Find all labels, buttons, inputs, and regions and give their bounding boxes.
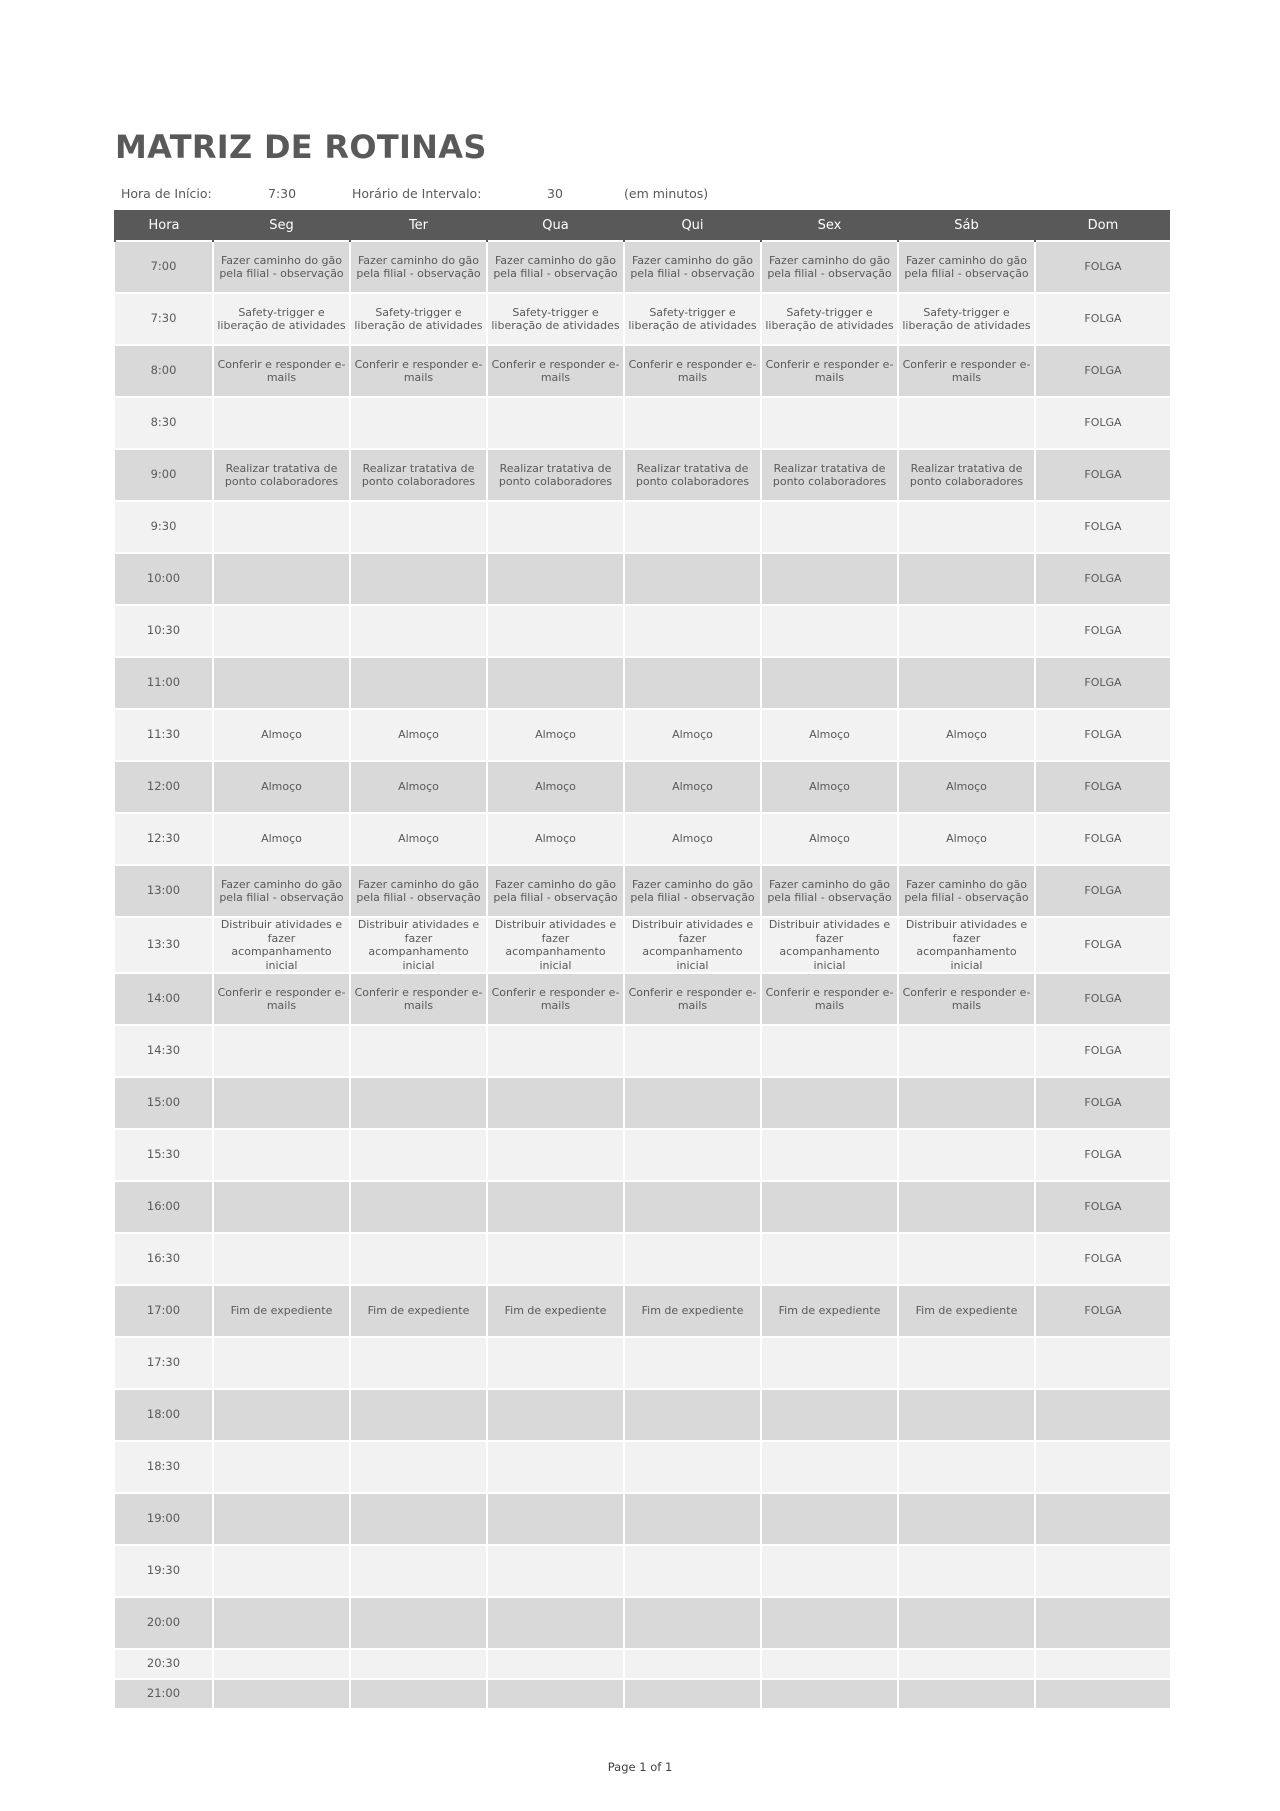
table-row [115,917,1170,973]
routine-cell-wed [487,553,624,605]
routine-cell-fri [761,1025,898,1077]
routine-cell-mon [213,1077,350,1129]
routine-cell-tue [350,1389,487,1441]
routine-cell-wed [487,1679,624,1708]
routine-cell-fri: Distribuir atividades e fazer acompanhamento inicial [761,917,898,973]
routine-cell-wed [487,1077,624,1129]
routine-cell-thu: Almoço [624,709,761,761]
hour-cell: 15:30 [115,1129,213,1181]
routine-cell-mon [213,1679,350,1708]
routine-cell-thu [624,1337,761,1389]
routine-cell-thu: Fazer caminho do gão pela filial - observação [624,241,761,293]
routine-cell-thu [624,501,761,553]
routine-cell-wed: Conferir e responder e-mails [487,973,624,1025]
routine-cell-tue [350,1597,487,1649]
routine-cell-tue [350,501,487,553]
routine-cell-sun [1035,1545,1170,1597]
table-row [115,605,1170,657]
routine-cell-fri [761,397,898,449]
routine-cell-wed [487,1181,624,1233]
matrix-body [115,241,1170,1708]
routine-cell-tue [350,1337,487,1389]
table-row [115,709,1170,761]
routine-cell-mon [213,1389,350,1441]
routine-cell-fri [761,1337,898,1389]
routine-cell-wed [487,1649,624,1679]
routine-cell-fri [761,1129,898,1181]
routine-cell-sun [1035,1597,1170,1649]
routine-cell-mon: Fazer caminho do gão pela filial - observação [213,241,350,293]
routine-cell-sun: FOLGA [1035,241,1170,293]
hour-cell: 8:00 [115,345,213,397]
routine-cell-sun: FOLGA [1035,657,1170,709]
routine-cell-thu: Safety-trigger e liberação de atividades [624,293,761,345]
table-row [115,1337,1170,1389]
page-footer: Page 1 of 1 [607,1760,673,1774]
routine-cell-mon [213,1129,350,1181]
routine-cell-wed: Distribuir atividades e fazer acompanhamento inicial [487,917,624,973]
routine-cell-wed [487,1441,624,1493]
routine-cell-sat [898,657,1035,709]
interval-value: 30 [547,186,563,201]
routine-cell-fri [761,1597,898,1649]
routine-cell-sun: FOLGA [1035,973,1170,1025]
routine-cell-fri [761,1389,898,1441]
routine-cell-wed: Almoço [487,709,624,761]
routine-cell-sat [898,397,1035,449]
routine-cell-thu [624,1389,761,1441]
routine-cell-thu: Almoço [624,761,761,813]
table-row [115,657,1170,709]
routine-cell-sun: FOLGA [1035,397,1170,449]
routine-cell-sat: Realizar tratativa de ponto colaboradores [898,449,1035,501]
routine-cell-thu [624,1679,761,1708]
routine-cell-tue [350,605,487,657]
routine-cell-mon: Almoço [213,761,350,813]
page-title: MATRIZ DE ROTINAS [115,128,487,166]
header-sun: Dom [1035,210,1170,241]
routine-cell-tue [350,1233,487,1285]
routine-cell-fri [761,1181,898,1233]
header-fri: Sex [761,210,898,241]
routine-cell-mon: Fim de expediente [213,1285,350,1337]
routine-cell-thu: Conferir e responder e-mails [624,973,761,1025]
routine-cell-mon [213,501,350,553]
table-row [115,813,1170,865]
interval-label: Horário de Intervalo: [352,186,482,201]
routine-cell-mon: Realizar tratativa de ponto colaboradores [213,449,350,501]
routine-cell-mon: Distribuir atividades e fazer acompanhamento inicial [213,917,350,973]
table-row [115,345,1170,397]
routine-cell-thu [624,553,761,605]
routine-cell-mon [213,1649,350,1679]
routine-cell-wed: Fazer caminho do gão pela filial - observação [487,241,624,293]
hour-cell: 18:30 [115,1441,213,1493]
routine-cell-wed: Almoço [487,813,624,865]
routine-cell-sun: FOLGA [1035,1181,1170,1233]
routine-cell-wed: Safety-trigger e liberação de atividades [487,293,624,345]
routine-cell-wed [487,1129,624,1181]
routine-cell-wed [487,1337,624,1389]
routine-cell-mon [213,1545,350,1597]
routine-cell-sun: FOLGA [1035,917,1170,973]
routine-cell-fri: Safety-trigger e liberação de atividades [761,293,898,345]
table-row [115,1679,1170,1708]
routine-cell-sat [898,1649,1035,1679]
routine-cell-sat [898,605,1035,657]
hour-cell: 7:30 [115,293,213,345]
routine-cell-tue [350,553,487,605]
routine-cell-thu [624,1545,761,1597]
routine-cell-mon: Conferir e responder e-mails [213,973,350,1025]
table-row [115,553,1170,605]
routine-cell-tue: Fim de expediente [350,1285,487,1337]
routine-cell-fri: Fazer caminho do gão pela filial - observação [761,241,898,293]
routine-cell-fri [761,1679,898,1708]
routine-cell-tue [350,1493,487,1545]
hour-cell: 14:30 [115,1025,213,1077]
routine-cell-fri: Almoço [761,709,898,761]
routine-cell-wed [487,1233,624,1285]
table-row [115,1233,1170,1285]
hour-cell: 15:00 [115,1077,213,1129]
table-row [115,1077,1170,1129]
routine-cell-thu: Fim de expediente [624,1285,761,1337]
routine-cell-mon [213,1493,350,1545]
hour-cell: 19:00 [115,1493,213,1545]
hour-cell: 21:00 [115,1679,213,1708]
routine-cell-mon [213,1025,350,1077]
routine-cell-fri [761,1441,898,1493]
routine-cell-tue: Distribuir atividades e fazer acompanhamento inicial [350,917,487,973]
routine-cell-sun: FOLGA [1035,1129,1170,1181]
routine-cell-mon [213,1337,350,1389]
header-row [115,210,1170,241]
routine-cell-sun [1035,1679,1170,1708]
routine-cell-sat [898,1493,1035,1545]
hour-cell: 7:00 [115,241,213,293]
routine-cell-wed [487,1493,624,1545]
hour-cell: 20:30 [115,1649,213,1679]
table-row [115,1597,1170,1649]
routine-cell-wed [487,397,624,449]
hour-cell: 10:30 [115,605,213,657]
table-row [115,1389,1170,1441]
routine-cell-sat [898,1025,1035,1077]
hour-cell: 20:00 [115,1597,213,1649]
routine-cell-thu [624,1077,761,1129]
routine-cell-wed: Conferir e responder e-mails [487,345,624,397]
routine-cell-fri [761,1493,898,1545]
routine-cell-wed [487,1597,624,1649]
routine-cell-mon: Safety-trigger e liberação de atividades [213,293,350,345]
routine-cell-mon: Fazer caminho do gão pela filial - observação [213,865,350,917]
table-row [115,1285,1170,1337]
header-wed: Qua [487,210,624,241]
routine-cell-sun: FOLGA [1035,709,1170,761]
routine-cell-sun [1035,1389,1170,1441]
routine-cell-thu [624,1649,761,1679]
routine-cell-tue: Conferir e responder e-mails [350,345,487,397]
routine-cell-fri: Fazer caminho do gão pela filial - observação [761,865,898,917]
routine-cell-thu: Realizar tratativa de ponto colaboradores [624,449,761,501]
table-row [115,1545,1170,1597]
routine-cell-thu [624,1441,761,1493]
routine-cell-tue [350,397,487,449]
routine-cell-sat: Fazer caminho do gão pela filial - observação [898,241,1035,293]
table-row [115,293,1170,345]
routine-cell-wed: Fim de expediente [487,1285,624,1337]
routine-cell-wed [487,1389,624,1441]
routine-cell-thu [624,1597,761,1649]
routine-cell-mon [213,1233,350,1285]
routine-cell-sun: FOLGA [1035,553,1170,605]
routine-cell-fri: Conferir e responder e-mails [761,973,898,1025]
hour-cell: 17:00 [115,1285,213,1337]
start-time-value: 7:30 [268,186,297,201]
hour-cell: 17:30 [115,1337,213,1389]
header-sat: Sáb [898,210,1035,241]
routine-cell-fri [761,1077,898,1129]
routine-cell-sun: FOLGA [1035,1285,1170,1337]
routine-cell-sat: Conferir e responder e-mails [898,345,1035,397]
routine-cell-tue [350,657,487,709]
routine-cell-thu [624,605,761,657]
routine-cell-sat: Almoço [898,761,1035,813]
start-time-label: Hora de Início: [121,186,212,201]
routine-cell-fri: Almoço [761,813,898,865]
routine-cell-sat: Conferir e responder e-mails [898,973,1035,1025]
table-row [115,1025,1170,1077]
routine-cell-sat: Fazer caminho do gão pela filial - observação [898,865,1035,917]
table-row [115,1493,1170,1545]
routine-cell-fri [761,605,898,657]
hour-cell: 11:30 [115,709,213,761]
routine-cell-thu [624,1493,761,1545]
routine-cell-mon [213,553,350,605]
routine-cell-sat [898,1441,1035,1493]
routine-cell-fri [761,657,898,709]
hour-cell: 14:00 [115,973,213,1025]
table-row [115,1649,1170,1679]
table-row [115,865,1170,917]
routine-cell-sat: Almoço [898,813,1035,865]
routine-cell-sat [898,553,1035,605]
routine-cell-tue: Realizar tratativa de ponto colaboradores [350,449,487,501]
routine-cell-wed: Realizar tratativa de ponto colaboradores [487,449,624,501]
routine-cell-sun: FOLGA [1035,1025,1170,1077]
routine-cell-tue: Almoço [350,709,487,761]
routine-cell-thu [624,1233,761,1285]
routine-cell-mon [213,1181,350,1233]
header-mon: Seg [213,210,350,241]
routine-cell-wed: Fazer caminho do gão pela filial - observação [487,865,624,917]
routine-cell-thu [624,1025,761,1077]
table-row [115,1129,1170,1181]
routine-cell-tue: Safety-trigger e liberação de atividades [350,293,487,345]
routine-cell-mon: Almoço [213,709,350,761]
routine-cell-sat [898,1129,1035,1181]
hour-cell: 12:30 [115,813,213,865]
routine-cell-thu [624,1129,761,1181]
table-row [115,1181,1170,1233]
hour-cell: 16:00 [115,1181,213,1233]
routine-cell-wed [487,605,624,657]
routine-cell-sun: FOLGA [1035,1077,1170,1129]
hour-cell: 11:00 [115,657,213,709]
routine-cell-wed [487,501,624,553]
routine-matrix-table [114,210,1170,1708]
routine-cell-fri [761,501,898,553]
routine-cell-tue [350,1181,487,1233]
routine-cell-sun: FOLGA [1035,501,1170,553]
routine-cell-sun: FOLGA [1035,345,1170,397]
header-tue: Ter [350,210,487,241]
routine-cell-tue: Almoço [350,813,487,865]
hour-cell: 18:00 [115,1389,213,1441]
routine-cell-wed [487,1025,624,1077]
routine-cell-thu: Distribuir atividades e fazer acompanhamento inicial [624,917,761,973]
hour-cell: 9:00 [115,449,213,501]
header-thu: Qui [624,210,761,241]
routine-cell-thu: Fazer caminho do gão pela filial - observação [624,865,761,917]
routine-cell-fri [761,553,898,605]
routine-cell-tue [350,1679,487,1708]
routine-cell-mon [213,657,350,709]
hour-cell: 13:00 [115,865,213,917]
hour-cell: 9:30 [115,501,213,553]
routine-cell-tue: Fazer caminho do gão pela filial - observação [350,865,487,917]
table-row [115,501,1170,553]
routine-cell-sat [898,501,1035,553]
routine-cell-sun: FOLGA [1035,761,1170,813]
routine-cell-thu: Almoço [624,813,761,865]
routine-cell-sat [898,1233,1035,1285]
table-row [115,241,1170,293]
routine-cell-sun: FOLGA [1035,449,1170,501]
interval-unit: (em minutos) [624,186,709,201]
routine-cell-mon [213,1441,350,1493]
routine-cell-tue [350,1025,487,1077]
routine-cell-tue [350,1649,487,1679]
routine-cell-thu: Conferir e responder e-mails [624,345,761,397]
hour-cell: 10:00 [115,553,213,605]
routine-cell-mon: Conferir e responder e-mails [213,345,350,397]
routine-cell-mon [213,1597,350,1649]
routine-cell-sun [1035,1337,1170,1389]
routine-cell-fri: Conferir e responder e-mails [761,345,898,397]
routine-cell-mon [213,397,350,449]
header-hour: Hora [115,210,213,241]
routine-cell-tue: Almoço [350,761,487,813]
routine-cell-fri [761,1545,898,1597]
table-row [115,449,1170,501]
routine-cell-fri: Fim de expediente [761,1285,898,1337]
hour-cell: 16:30 [115,1233,213,1285]
routine-cell-sun: FOLGA [1035,605,1170,657]
hour-cell: 12:00 [115,761,213,813]
routine-cell-sat [898,1077,1035,1129]
table-row [115,1441,1170,1493]
routine-cell-tue: Fazer caminho do gão pela filial - observação [350,241,487,293]
routine-cell-fri [761,1233,898,1285]
hour-cell: 13:30 [115,917,213,973]
routine-cell-fri [761,1649,898,1679]
routine-cell-tue [350,1077,487,1129]
routine-cell-tue [350,1441,487,1493]
routine-cell-wed [487,657,624,709]
routine-cell-mon [213,605,350,657]
routine-cell-tue: Conferir e responder e-mails [350,973,487,1025]
table-row [115,761,1170,813]
routine-cell-sat [898,1679,1035,1708]
routine-cell-sat: Almoço [898,709,1035,761]
routine-cell-sat [898,1337,1035,1389]
table-row [115,397,1170,449]
routine-cell-thu [624,397,761,449]
routine-cell-sun: FOLGA [1035,293,1170,345]
routine-cell-sun [1035,1441,1170,1493]
routine-cell-sat [898,1181,1035,1233]
routine-cell-fri: Almoço [761,761,898,813]
routine-cell-sun: FOLGA [1035,865,1170,917]
routine-cell-sat: Fim de expediente [898,1285,1035,1337]
routine-cell-sun: FOLGA [1035,1233,1170,1285]
routine-cell-tue [350,1129,487,1181]
routine-cell-fri: Realizar tratativa de ponto colaboradores [761,449,898,501]
routine-cell-sat [898,1545,1035,1597]
routine-cell-wed: Almoço [487,761,624,813]
routine-cell-sun: FOLGA [1035,813,1170,865]
hour-cell: 19:30 [115,1545,213,1597]
routine-cell-tue [350,1545,487,1597]
routine-cell-sun [1035,1493,1170,1545]
routine-cell-thu [624,657,761,709]
routine-cell-sat: Safety-trigger e liberação de atividades [898,293,1035,345]
table-row [115,973,1170,1025]
hour-cell: 8:30 [115,397,213,449]
routine-cell-thu [624,1181,761,1233]
routine-cell-sat [898,1389,1035,1441]
routine-cell-sat [898,1597,1035,1649]
routine-cell-wed [487,1545,624,1597]
routine-cell-mon: Almoço [213,813,350,865]
routine-cell-sat: Distribuir atividades e fazer acompanhamento inicial [898,917,1035,973]
routine-cell-sun [1035,1649,1170,1679]
